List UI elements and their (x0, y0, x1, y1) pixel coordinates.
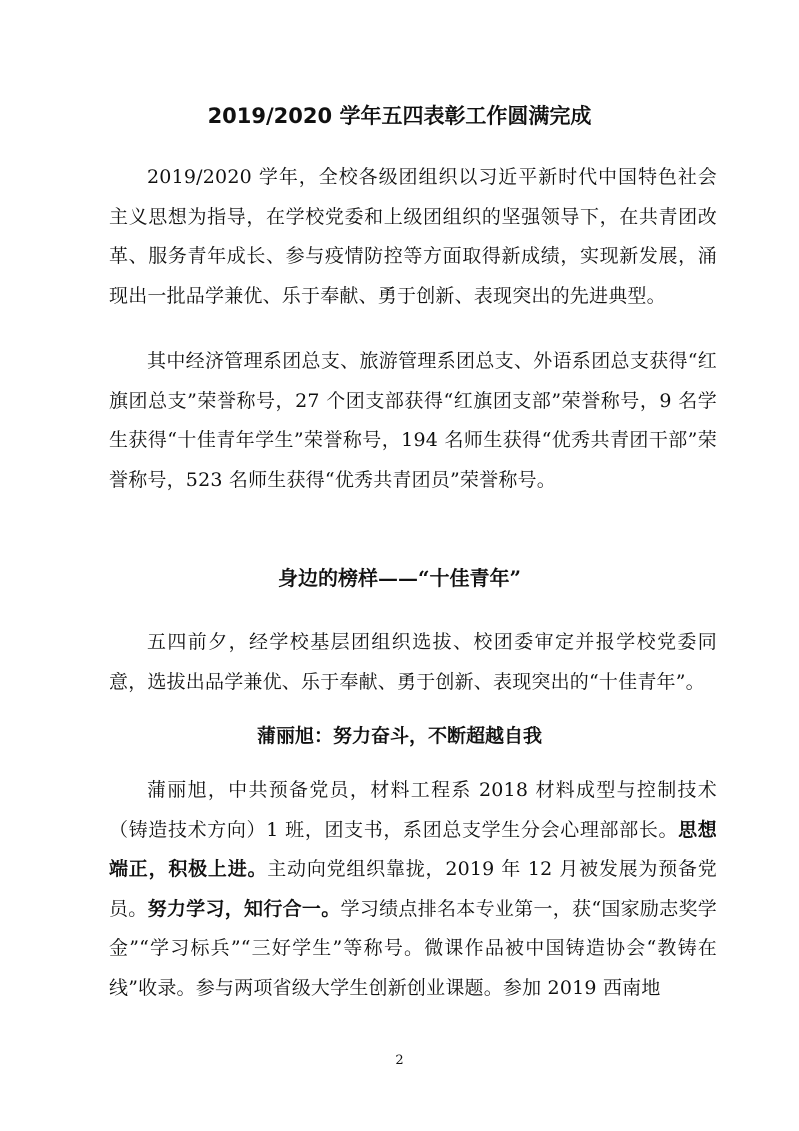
page-number: 2 (395, 1053, 404, 1068)
profile-highlight-study: 努力学习，知行合一。 (147, 897, 341, 920)
paragraph-profile (109, 771, 717, 1009)
profile-text-study: 学习绩点排名本专业第一，获“国家励志奖学金”“学习标兵”“三好学生”等称号。微课作品被中国铸造协会“教铸在线”收录。参与两项省级大学生创新创业课题。参加 2019 西南地 (109, 897, 717, 999)
paragraph-awards-overview: 2019/2020 学年，全校各级团组织以习近平新时代中国特色社会主义思想为指导，在学校党委和上级团组织的坚强领导下，在共青团改革、服务青年成长、参与疫情防控等方面取得新成绩，实现新发展，涌现出一批品学兼优、乐于奉献、勇于创新、表现突出的先进典型。 (109, 166, 717, 307)
profile-highlight-thought: 思想端正，积极上进。 (109, 818, 717, 881)
paragraph-role-models-intro: 五四前夕，经学校基层团组织选拔、校团委审定并报学校党委同意，选拔出品学兼优、乐于奉献、勇于创新、表现突出的“十佳青年”。 (109, 631, 717, 693)
profile-text-party: 主动向党组织靠拢，2019 年 12 月被发展为预备党员。 (109, 858, 717, 920)
profile-title: 蒲丽旭：努力奋斗，不断超越自我 (256, 725, 542, 747)
paragraph-awards-details: 其中经济管理系团总支、旅游管理系团总支、外语系团总支获得“红旗团总支”荣誉称号，27 个团支部获得“红旗团支部”荣誉称号，9 名学生获得“十佳青年学生”荣誉称号，194 名师生获得“优秀共青团干部”荣誉称号，523 名师生获得“优秀共青团员”荣誉称号。 (109, 350, 717, 491)
profile-intro: 蒲丽旭，中共预备党员，材料工程系 2018 材料成型与控制技术（铸造技术方向）1 班，团支书，系团总支学生分会心理部部长。 (109, 779, 717, 841)
section-title-role-models: 身边的榜样——“十佳青年” (277, 566, 521, 590)
section-title-awards: 2019/2020 学年五四表彰工作圆满完成 (207, 104, 592, 128)
